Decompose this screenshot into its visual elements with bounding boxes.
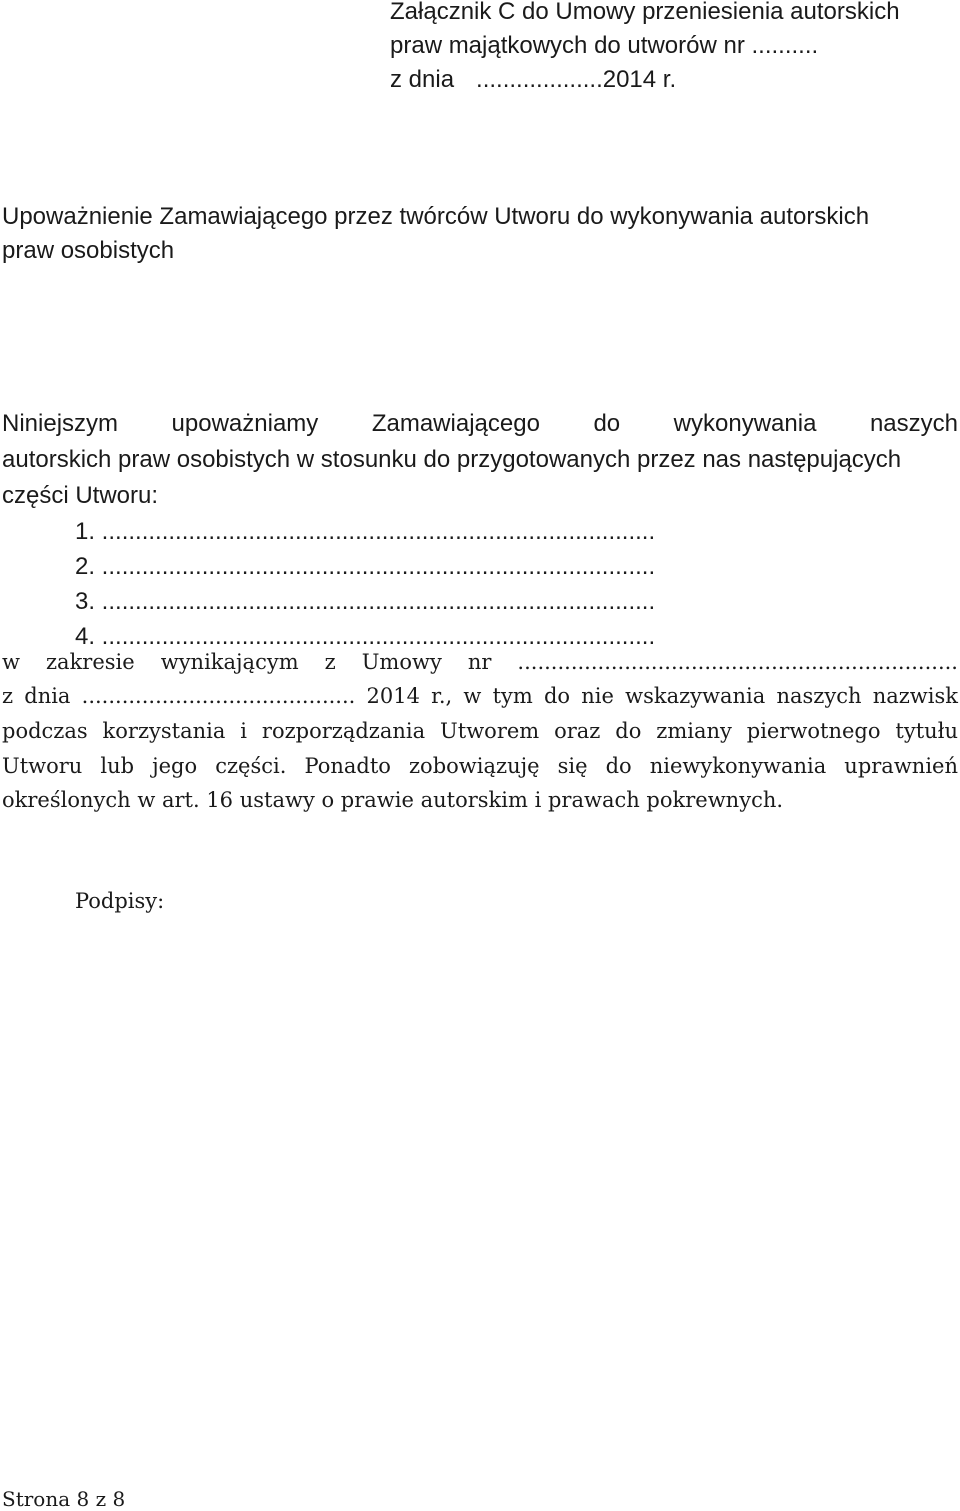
after-line-1: z dnia ......................................... 2014 r., w tym do nie wskazywania naszych nazwisk bbox=[2, 684, 958, 708]
attachment-header-line-1: Załącznik C do Umowy przeniesienia autorskich bbox=[390, 0, 900, 25]
after-line-4: określonych w art. 16 ustawy o prawie autorskim i prawach pokrewnych. bbox=[2, 788, 784, 812]
body-intro-line-3: części Utworu: bbox=[2, 482, 159, 509]
after-line-2: podczas korzystania i rozporządzania Utworem oraz do zmiany pierwotnego tytułu bbox=[2, 719, 958, 743]
list-item-1: 1. ................................................................................... bbox=[75, 518, 656, 545]
signatures-label: Podpisy: bbox=[75, 889, 165, 913]
after-line-3: Utworu lub jego części. Ponadto zobowiązuję się do niewykonywania uprawnień bbox=[2, 754, 958, 778]
header-date-prefix: z dnia bbox=[390, 66, 455, 93]
scope-line: w zakresie wynikającym z Umowy nr .................................................................. bbox=[2, 650, 958, 674]
header-date-suffix: ...................2014 r. bbox=[476, 66, 677, 93]
page-number: Strona 8 z 8 bbox=[2, 1487, 126, 1511]
list-item-3: 3. ................................................................................... bbox=[75, 588, 656, 615]
attachment-header-line-2: praw majątkowych do utworów nr .......... bbox=[390, 32, 819, 59]
document-title-line-2: praw osobistych bbox=[2, 237, 175, 264]
body-intro-line-1: Niniejszym upoważniamy Zamawiającego do wykonywania naszych bbox=[2, 410, 958, 437]
attachment-header-line-3 bbox=[390, 68, 676, 92]
body-intro-line-2: autorskich praw osobistych w stosunku do przygotowanych przez nas następujących bbox=[2, 446, 902, 473]
document-title-line-1: Upoważnienie Zamawiającego przez twórców Utworu do wykonywania autorskich bbox=[2, 203, 870, 230]
list-item-2: 2. ................................................................................... bbox=[75, 553, 656, 580]
list-item-4: 4. ................................................................................... bbox=[75, 623, 656, 650]
